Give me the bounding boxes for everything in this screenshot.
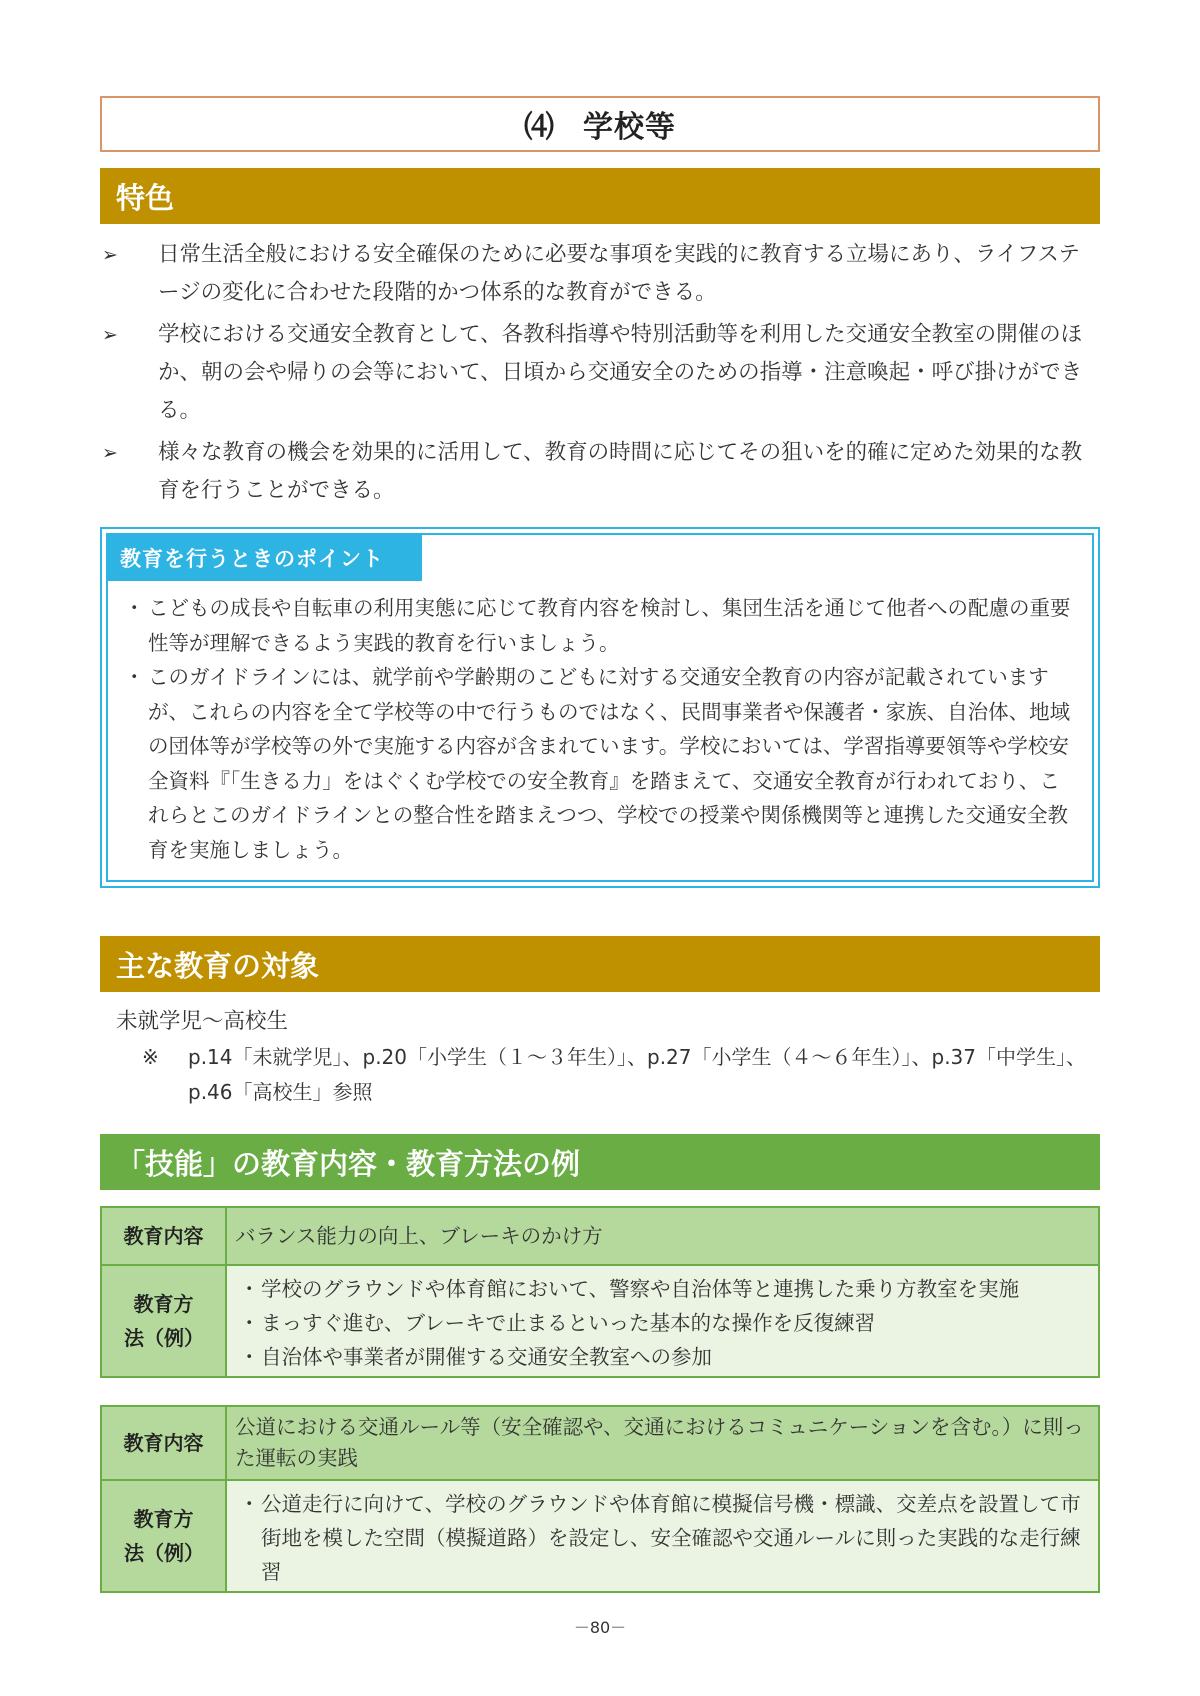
section-header-targets: 主な教育の対象 — [100, 936, 1100, 992]
dot-bullet: ・ — [124, 665, 145, 689]
title-number: ⑷ — [524, 110, 555, 145]
list-item — [124, 660, 1072, 867]
skills-table-1 — [100, 1206, 1100, 1378]
target-text: 未就学児～高校生 — [116, 1009, 289, 1034]
target-note — [142, 1040, 1092, 1110]
target-note-text: p.14「未就学児」、p.20「小学生（１～３年生）」、p.27「小学生（４～６年生）」、p.37「中学生」、p.46「高校生」参照 — [188, 1045, 1087, 1104]
dot-bullet: ・ — [124, 596, 145, 620]
method-label: 教育方法（例） — [102, 1479, 227, 1591]
arrow-bullet-icon: ➢ — [102, 442, 118, 464]
note-mark: ※ — [142, 1045, 159, 1069]
method-label: 教育方法（例） — [102, 1264, 227, 1376]
features-list — [100, 236, 1100, 514]
content-cell: バランス能力の向上、ブレーキのかけ方 — [227, 1208, 1098, 1264]
section-header-features: 特色 — [100, 168, 1100, 224]
method-text: 公道走行に向けて、学校のグラウンドや体育館に模擬信号機・標識、交差点を設置して市街地を模した空間（模擬道路）を設定し、安全確認や交通ルールに則った実践的な走行練習 — [261, 1492, 1081, 1584]
feature-text: 学校における交通安全教育として、各教科指導や特別活動等を利用した交通安全教室の開催のほか、朝の会や帰りの会等において、日頃から交通安全のための指導・注意喚起・呼び掛けができる。 — [158, 322, 1083, 423]
points-label: 教育を行うときのポイント — [108, 535, 422, 581]
point-text: このガイドラインには、就学前や学齢期のこどもに対する交通安全教育の内容が記載されていますが、これらの内容を全て学校等の中で行うものではなく、民間事業者や保護者・家族、自治体、地域の団体等が学校等の外で実施する内容が含まれています。学校においては、学習指導要領等や学校安全資料『「生きる力」をはぐくむ学校での安全教育』を踏まえて、交通安全教育が行われており、これらとこのガイドラインとの整合性を踏まえつつ、学校での授業や関係機関等と連携した交通安全教育を実施しましょう。 — [148, 665, 1071, 862]
skills-table-2 — [100, 1405, 1100, 1593]
method-cell — [227, 1264, 1098, 1376]
page-title-box — [100, 96, 1100, 152]
method-text: 学校のグラウンドや体育館において、警察や自治体等と連携した乗り方教室を実施 — [261, 1277, 1020, 1301]
arrow-bullet-icon: ➢ — [102, 244, 118, 266]
feature-text: 日常生活全般における安全確保のために必要な事項を実践的に教育する立場にあり、ライフステージの変化に合わせた段階的かつ体系的な教育ができる。 — [158, 242, 1080, 305]
points-box — [100, 527, 1100, 888]
feature-text: 様々な教育の機会を効果的に活用して、教育の時間に応じてその狙いを的確に定めた効果的な教育を行うことができる。 — [158, 440, 1083, 503]
content-label: 教育内容 — [102, 1407, 227, 1479]
points-list — [124, 591, 1072, 867]
dot-bullet: ・ — [239, 1311, 260, 1335]
dot-bullet: ・ — [239, 1277, 260, 1301]
content-cell: 公道における交通ルール等（安全確認や、交通におけるコミュニケーションを含む。）に則った運転の実践 — [227, 1407, 1098, 1479]
list-item — [239, 1272, 1086, 1306]
list-item — [239, 1306, 1086, 1340]
list-item — [239, 1487, 1086, 1589]
page-title: 学校等 — [583, 110, 676, 145]
list-item — [100, 434, 1100, 510]
method-cell — [227, 1479, 1098, 1591]
list-item — [100, 316, 1100, 430]
section-header-skills: 「技能」の教育内容・教育方法の例 — [100, 1134, 1100, 1190]
page-number: －80－ — [573, 1618, 627, 1637]
method-text: 自治体や事業者が開催する交通安全教室への参加 — [261, 1345, 712, 1369]
method-text: まっすぐ進む、ブレーキで止まるといった基本的な操作を反復練習 — [261, 1311, 876, 1335]
list-item — [124, 591, 1072, 660]
list-item — [239, 1340, 1086, 1374]
content-label: 教育内容 — [102, 1208, 227, 1264]
dot-bullet: ・ — [239, 1345, 260, 1369]
dot-bullet: ・ — [239, 1492, 260, 1516]
point-text: こどもの成長や自転車の利用実態に応じて教育内容を検討し、集団生活を通じて他者への配慮の重要性等が理解できるよう実践的教育を行いましょう。 — [148, 596, 1071, 655]
arrow-bullet-icon: ➢ — [102, 324, 118, 346]
list-item — [100, 236, 1100, 312]
